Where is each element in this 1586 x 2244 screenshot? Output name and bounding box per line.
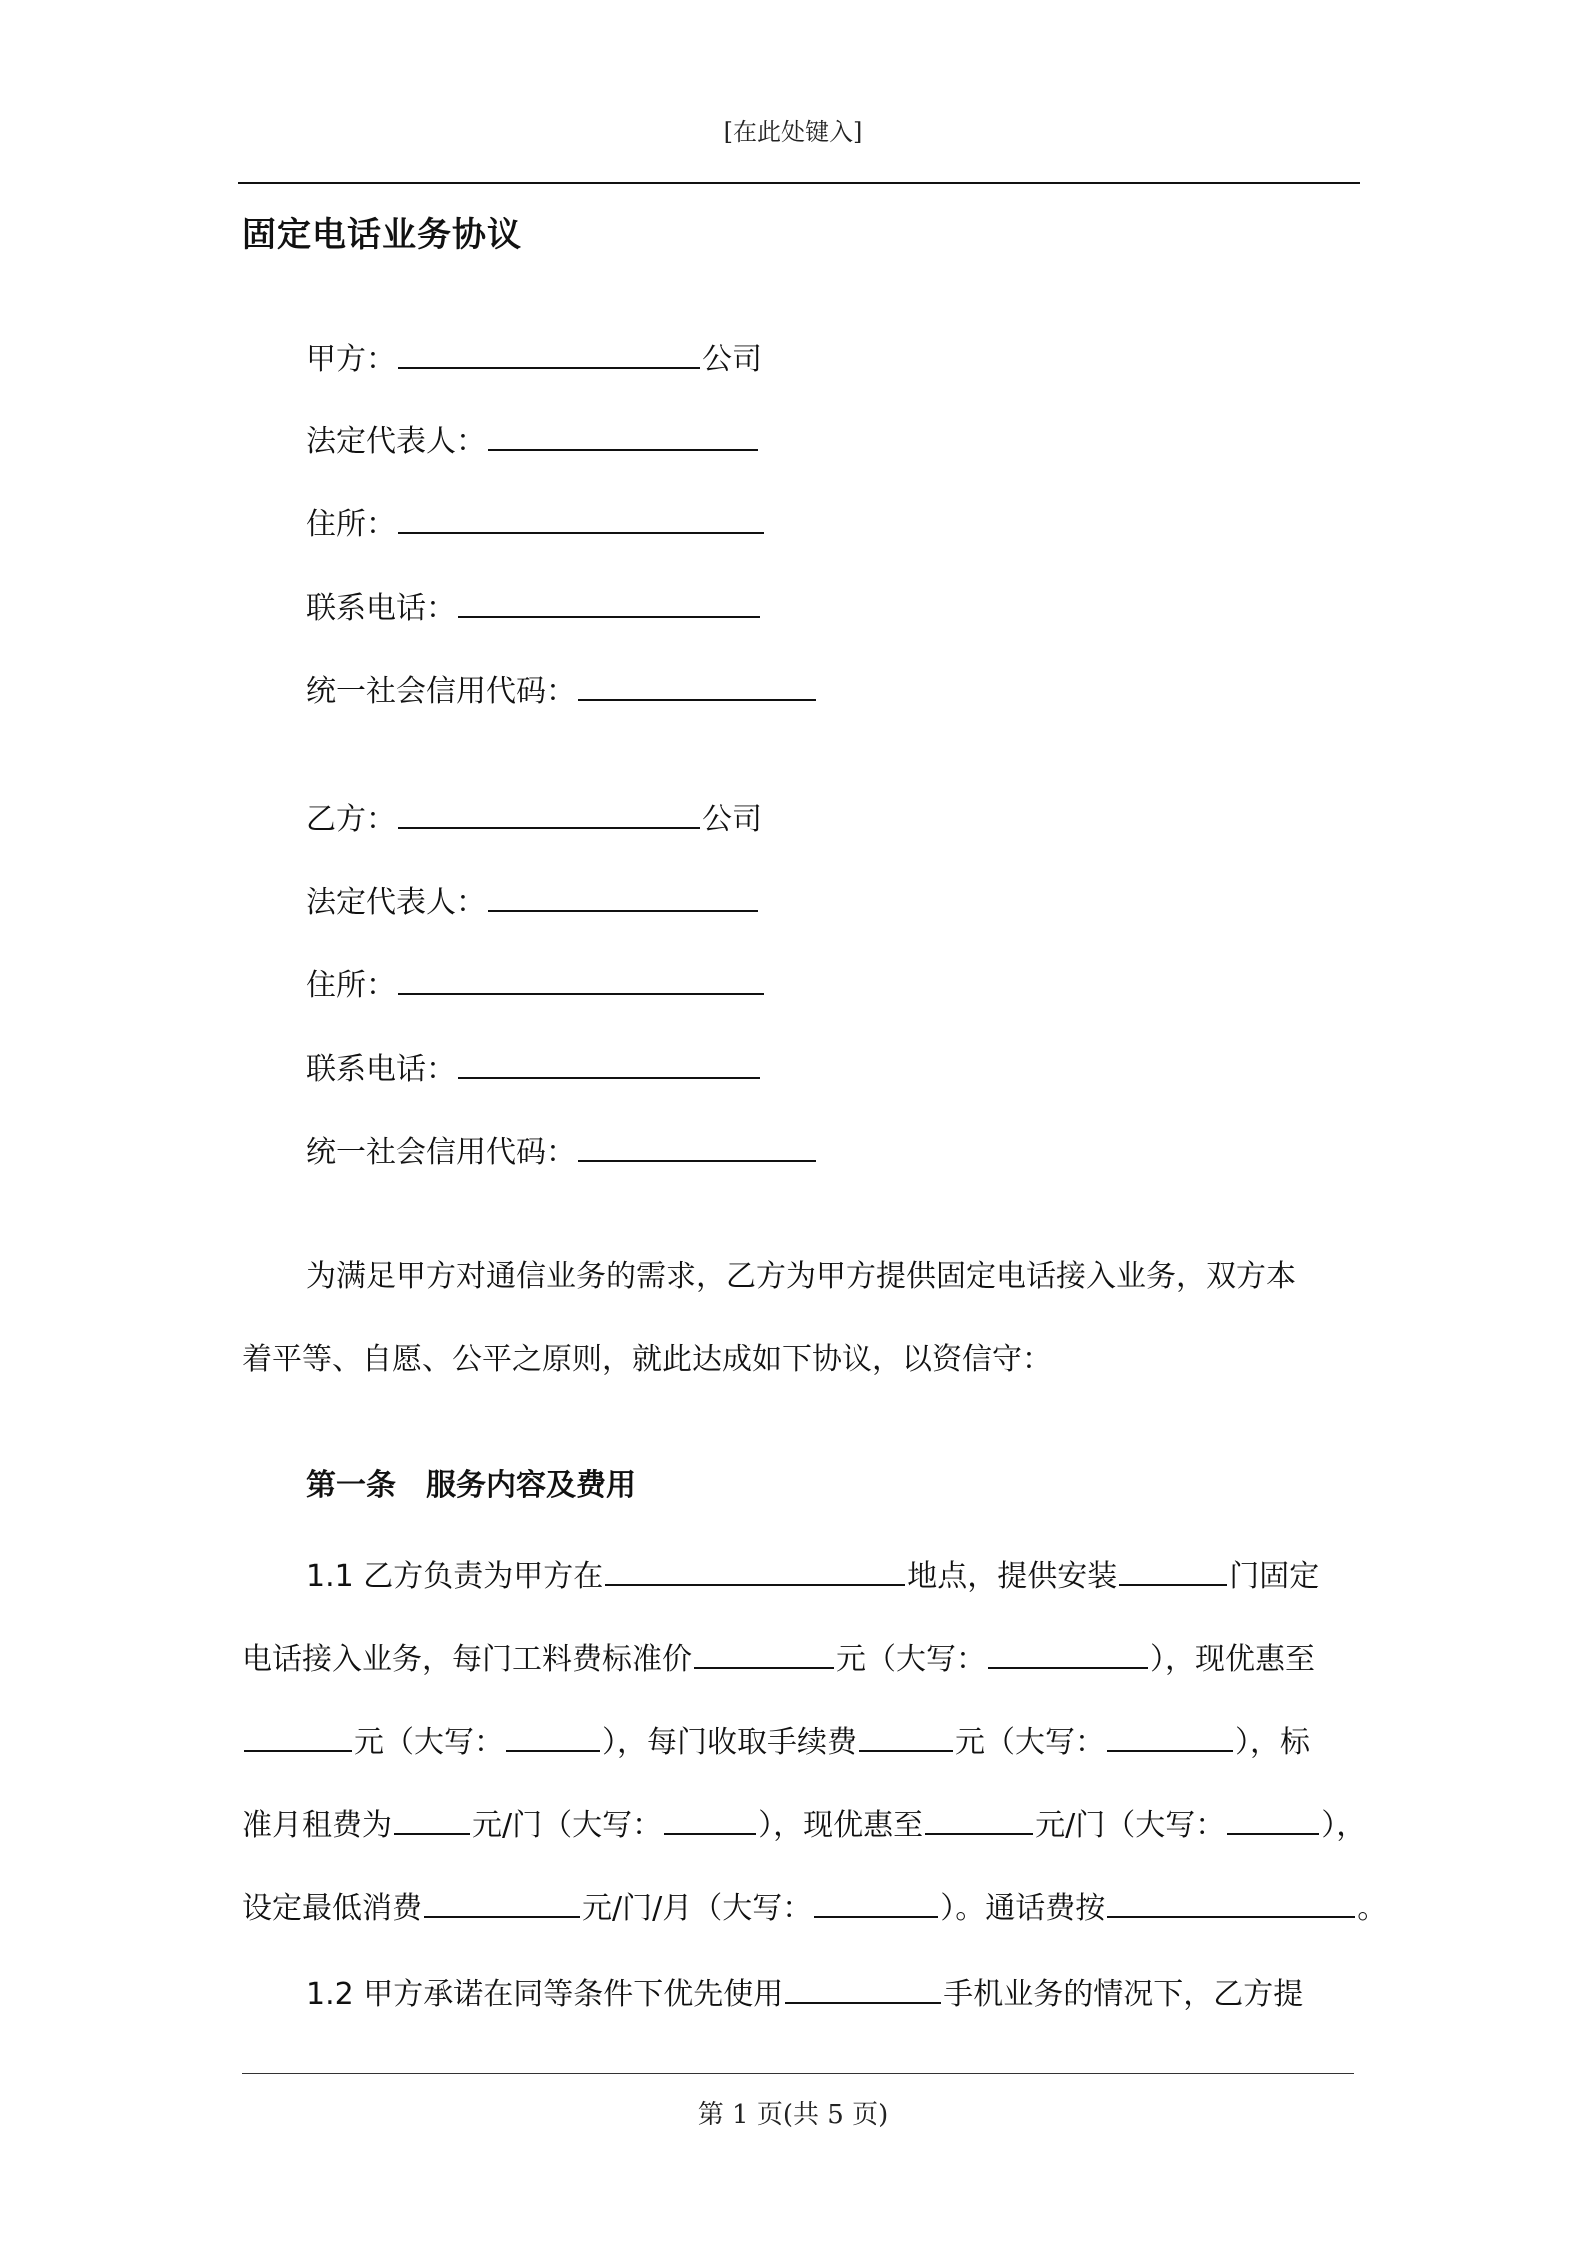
- discount-monthly-fee-words-blank[interactable]: [1227, 1799, 1319, 1835]
- handling-fee-blank[interactable]: [859, 1716, 953, 1752]
- party-a-phone-line: [306, 582, 762, 628]
- party-a-name-label: 甲方：: [306, 342, 396, 377]
- party-b-credit-line: [306, 1126, 818, 1172]
- clause-text: 元/门（大写：: [472, 1808, 663, 1843]
- discount-price-blank[interactable]: [244, 1716, 352, 1752]
- clause-text: 元（大写：: [836, 1642, 986, 1677]
- document-title: 固定电话业务协议: [242, 215, 522, 255]
- party-b-credit-blank[interactable]: [578, 1126, 816, 1162]
- party-b-company-suffix: 公司: [702, 802, 762, 837]
- intro-line-2: 着平等、自愿、公平之原则，就此达成如下协议，以资信守：: [242, 1342, 1052, 1377]
- party-b-rep-blank[interactable]: [488, 876, 758, 912]
- party-a-credit-label: 统一社会信用代码：: [306, 674, 576, 709]
- handling-fee-words-blank[interactable]: [1107, 1716, 1233, 1752]
- clause-text: 1.2 甲方承诺在同等条件下优先使用: [306, 1977, 784, 2012]
- party-a-name-line: [306, 333, 762, 379]
- party-b-rep-line: [306, 876, 760, 922]
- party-a-rep-label: 法定代表人：: [306, 424, 486, 459]
- party-b-address-blank[interactable]: [398, 959, 764, 995]
- clause-text: 元（大写：: [955, 1725, 1105, 1760]
- clause-text: ）。通话费按: [940, 1891, 1106, 1926]
- clause-1-2-line-1: [306, 1968, 1303, 2014]
- location-blank[interactable]: [605, 1550, 905, 1586]
- party-b-address-label: 住所：: [306, 968, 396, 1003]
- party-a-credit-line: [306, 665, 818, 711]
- standard-price-blank[interactable]: [694, 1633, 834, 1669]
- clause-text: 手机业务的情况下，乙方提: [943, 1977, 1304, 2012]
- clause-text: 地点，提供安装: [907, 1559, 1118, 1594]
- clause-1-1-line-3: [242, 1716, 1310, 1762]
- party-a-phone-blank[interactable]: [458, 582, 760, 618]
- page-footer: 第 1 页(共 5 页): [697, 2100, 889, 2130]
- party-b-name-blank[interactable]: [398, 793, 700, 829]
- clause-1-1-line-2: [242, 1633, 1315, 1679]
- clause-text: 设定最低消费: [242, 1891, 422, 1926]
- party-b-phone-line: [306, 1043, 762, 1089]
- clause-text: 准月租费为: [242, 1808, 392, 1843]
- party-a-address-blank[interactable]: [398, 498, 764, 534]
- party-a-rep-blank[interactable]: [488, 415, 758, 451]
- monthly-fee-words-blank[interactable]: [664, 1799, 756, 1835]
- line-count-blank[interactable]: [1119, 1550, 1227, 1586]
- header-rule: [238, 182, 1360, 184]
- clause-text: ），: [1321, 1808, 1367, 1843]
- clause-text: ），现优惠至: [1150, 1642, 1315, 1677]
- clause-text: 元（大写：: [354, 1725, 504, 1760]
- minimum-spend-words-blank[interactable]: [814, 1882, 938, 1918]
- intro-line-1: 为满足甲方对通信业务的需求，乙方为甲方提供固定电话接入业务，双方本: [306, 1259, 1296, 1294]
- party-b-rep-label: 法定代表人：: [306, 885, 486, 920]
- party-b-address-line: [306, 959, 766, 1005]
- clause-text: 。: [1357, 1891, 1388, 1926]
- standard-price-words-blank[interactable]: [988, 1633, 1148, 1669]
- party-b-name-label: 乙方：: [306, 802, 396, 837]
- party-a-address-label: 住所：: [306, 507, 396, 542]
- page-header: [在此处键入]: [723, 118, 863, 146]
- clause-1-1-line-4: [242, 1799, 1366, 1845]
- party-a-company-suffix: 公司: [702, 342, 762, 377]
- clause-text: ），每门收取手续费: [602, 1725, 857, 1760]
- discount-monthly-fee-blank[interactable]: [925, 1799, 1033, 1835]
- clause-text: ），标: [1235, 1725, 1310, 1760]
- party-b-phone-label: 联系电话：: [306, 1052, 456, 1087]
- mobile-service-blank[interactable]: [785, 1968, 941, 2004]
- party-a-rep-line: [306, 415, 760, 461]
- party-a-name-blank[interactable]: [398, 333, 700, 369]
- clause-text: 电话接入业务，每门工料费标准价: [242, 1642, 692, 1677]
- discount-price-words-blank[interactable]: [506, 1716, 600, 1752]
- party-a-address-line: [306, 498, 766, 544]
- party-a-credit-blank[interactable]: [578, 665, 816, 701]
- party-b-name-line: [306, 793, 762, 839]
- clause-text: ），现优惠至: [758, 1808, 924, 1843]
- clause-text: 1.1 乙方负责为甲方在: [306, 1559, 604, 1594]
- clause-text: 门固定: [1229, 1559, 1320, 1594]
- monthly-fee-blank[interactable]: [394, 1799, 470, 1835]
- clause-1-1-line-5: [242, 1882, 1387, 1928]
- footer-rule: [242, 2073, 1354, 2074]
- clause-text: 元/门（大写：: [1035, 1808, 1226, 1843]
- article-1-heading: 第一条 服务内容及费用: [306, 1468, 636, 1503]
- party-a-phone-label: 联系电话：: [306, 591, 456, 626]
- minimum-spend-blank[interactable]: [424, 1882, 580, 1918]
- call-fee-basis-blank[interactable]: [1107, 1882, 1355, 1918]
- clause-text: 元/门/月（大写：: [582, 1891, 813, 1926]
- party-b-phone-blank[interactable]: [458, 1043, 760, 1079]
- party-b-credit-label: 统一社会信用代码：: [306, 1135, 576, 1170]
- clause-1-1-line-1: [306, 1550, 1319, 1596]
